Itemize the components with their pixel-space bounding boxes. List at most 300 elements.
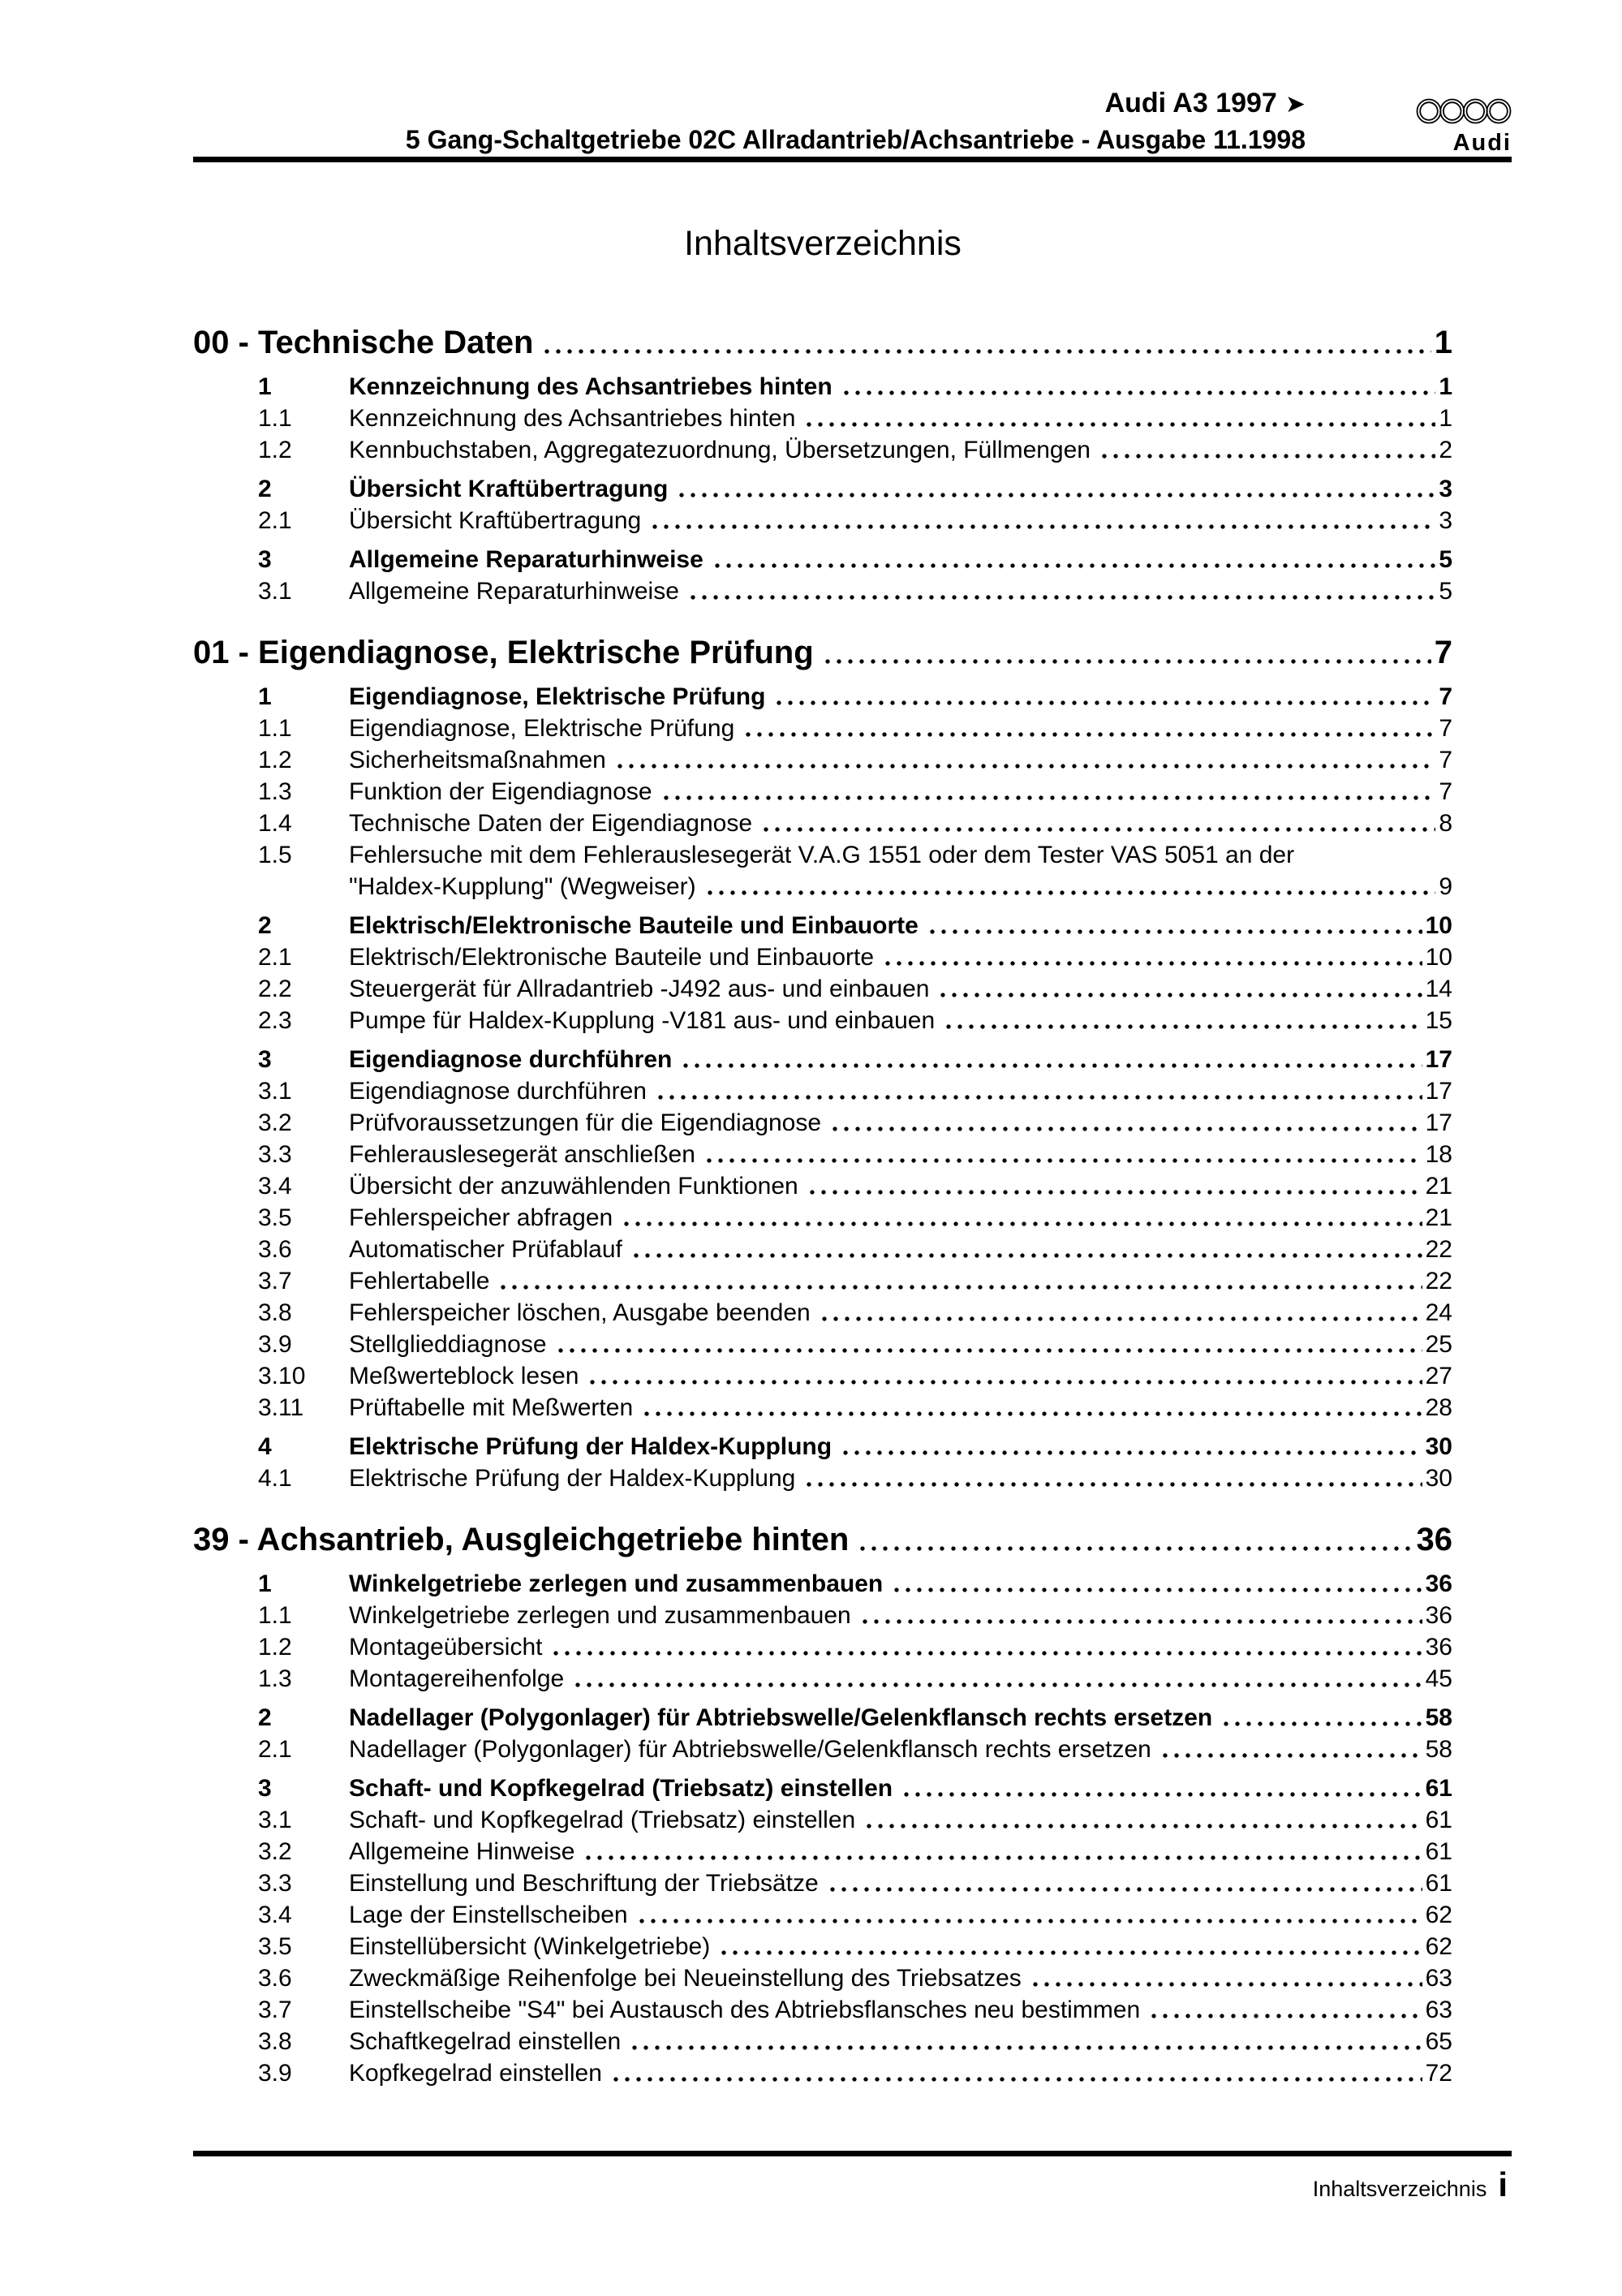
entry-body [349, 1899, 1452, 1931]
entry-title: Kennzeichnung des Achsantriebes hinten [349, 373, 833, 400]
entry-number: 3.10 [258, 1363, 306, 1389]
entry-title: Kennbuchstaben, Aggregatezuordnung, Übersetzungen, Füllmengen [349, 437, 1091, 463]
toc-entry [193, 1392, 1452, 1424]
entry-page: 3 [1439, 476, 1452, 502]
dot-leader [773, 681, 1435, 713]
entry-title: Elektrische Prüfung der Haldex-Kupplung [349, 1465, 796, 1492]
entry-page: 18 [1425, 1141, 1452, 1168]
entry-title: Einstellscheibe "S4" bei Austausch des Abtriebsflansches neu bestimmen [349, 1997, 1141, 2023]
entry-body [349, 1392, 1452, 1424]
section-heading [193, 631, 1452, 674]
toc-entry [193, 1568, 1452, 1600]
entry-body [349, 371, 1452, 403]
entry-body [349, 1962, 1452, 1994]
section-heading-text: 39 - Achsantrieb, Ausgleichgetriebe hinten [193, 1522, 850, 1557]
entry-title: Technische Daten der Eigendiagnose [349, 810, 753, 837]
entry-leader-line [349, 941, 1452, 973]
dot-leader [927, 910, 1422, 941]
section-entries [193, 681, 1452, 1494]
entry-leader-line [349, 1392, 1452, 1424]
toc-entry [193, 1804, 1452, 1836]
entry-body [349, 910, 1452, 941]
entry-leader-line [349, 1005, 1452, 1036]
toc-entry [193, 1600, 1452, 1631]
entry-title: Einstellung und Beschriftung der Triebsätze [349, 1870, 819, 1897]
entry-number: 2.1 [258, 507, 292, 534]
entry-title: Fehlerauslesegerät anschließen [349, 1141, 695, 1168]
section-heading-page: 1 [1434, 325, 1452, 360]
entry-body [349, 1773, 1452, 1804]
dot-leader [550, 1631, 1422, 1663]
entry-page: 21 [1425, 1204, 1452, 1231]
toc-entry [193, 473, 1452, 505]
entry-leader-line [349, 403, 1452, 434]
entry-leader-line [349, 1265, 1452, 1297]
entry-title: Übersicht der anzuwählenden Funktionen [349, 1173, 798, 1200]
toc-entry [193, 1931, 1452, 1962]
entry-title: Lage der Einstellscheiben [349, 1902, 628, 1928]
section-heading-page: 7 [1434, 635, 1452, 670]
entry-number: 1.3 [258, 1665, 292, 1692]
toc-entry [193, 941, 1452, 973]
entry-body [349, 544, 1452, 575]
toc-entry [193, 2026, 1452, 2057]
dot-leader [718, 1931, 1422, 1962]
dot-leader [614, 744, 1435, 776]
entry-page: 61 [1425, 1775, 1452, 1802]
toc-entry [193, 1107, 1452, 1139]
entry-page: 14 [1425, 976, 1452, 1002]
entry-body [349, 1600, 1452, 1631]
footer-page-number: i [1498, 2165, 1508, 2203]
entry-leader-line [349, 871, 1452, 902]
entry-number: 4.1 [258, 1465, 292, 1492]
entry-leader-line [349, 1631, 1452, 1663]
entry-page: 2 [1439, 437, 1452, 463]
toc-entry [193, 1234, 1452, 1265]
entry-leader-line [349, 744, 1452, 776]
entry-leader-line [349, 910, 1452, 941]
toc-entry [193, 1734, 1452, 1765]
entry-number: 3.4 [258, 1173, 292, 1200]
entry-number: 2.2 [258, 976, 292, 1002]
dot-leader [819, 1297, 1422, 1329]
entry-number: 3.1 [258, 578, 292, 605]
entry-page: 65 [1425, 2028, 1452, 2055]
entry-title: Einstellübersicht (Winkelgetriebe) [349, 1933, 711, 1960]
dot-leader [891, 1568, 1422, 1600]
toc-entry [193, 1005, 1452, 1036]
entry-body [349, 1702, 1452, 1734]
entry-title: Eigendiagnose durchführen [349, 1046, 673, 1073]
dot-leader [629, 2026, 1422, 2057]
entry-title: Fehlerspeicher löschen, Ausgabe beenden [349, 1299, 811, 1326]
entry-title: Pumpe für Haldex-Kupplung -V181 aus- und einbauen [349, 1007, 936, 1034]
toc-entry [193, 434, 1452, 466]
entry-title: Prüfvoraussetzungen für die Eigendiagnose [349, 1109, 822, 1136]
entry-page: 3 [1439, 507, 1452, 534]
entry-page: 63 [1425, 1965, 1452, 1992]
entry-number: 3.1 [258, 1078, 292, 1105]
entry-number: 3.6 [258, 1965, 292, 1992]
entry-page: 58 [1425, 1704, 1452, 1731]
entry-number: 3 [258, 1046, 272, 1073]
entry-leader-line [349, 1075, 1452, 1107]
dot-leader [829, 1107, 1422, 1139]
entry-title: Allgemeine Reparaturhinweise [349, 546, 703, 573]
entry-page: 72 [1425, 2060, 1452, 2087]
entry-body [349, 1107, 1452, 1139]
toc-entry [193, 575, 1452, 607]
toc-section [193, 631, 1452, 1494]
dot-leader [704, 871, 1436, 902]
entry-body [349, 1994, 1452, 2026]
dot-leader [937, 973, 1422, 1005]
entry-leader-line [349, 1044, 1452, 1075]
toc-entry [193, 1297, 1452, 1329]
entry-number: 2.1 [258, 1736, 292, 1763]
entry-body [349, 713, 1452, 744]
entry-page: 63 [1425, 1997, 1452, 2023]
toc-entry [193, 910, 1452, 941]
entry-page: 1 [1439, 405, 1452, 432]
entry-leader-line [349, 1702, 1452, 1734]
entry-number: 1.2 [258, 747, 292, 773]
dot-leader [1030, 1962, 1422, 1994]
entry-number: 1.4 [258, 810, 292, 837]
entry-leader-line [349, 1431, 1452, 1462]
entry-leader-line [349, 505, 1452, 536]
entry-number: 1.1 [258, 405, 292, 432]
footer-label: Inhaltsverzeichnis [1312, 2177, 1487, 2201]
entry-page: 36 [1425, 1634, 1452, 1661]
entry-body [349, 1297, 1452, 1329]
entry-leader-line [349, 1931, 1452, 1962]
entry-number: 3.5 [258, 1933, 292, 1960]
entry-body [349, 973, 1452, 1005]
toc-entry [193, 973, 1452, 1005]
entry-title: Eigendiagnose durchführen [349, 1078, 647, 1105]
toc-entry [193, 776, 1452, 808]
dot-leader [859, 1600, 1422, 1631]
entry-body [349, 1734, 1452, 1765]
entry-page: 7 [1439, 715, 1452, 742]
entry-title: Elektrische Prüfung der Haldex-Kupplung [349, 1433, 833, 1460]
entry-body [349, 681, 1452, 713]
dot-leader [655, 1075, 1422, 1107]
dot-leader [541, 321, 1431, 364]
entry-number: 1.1 [258, 715, 292, 742]
entry-body [349, 1265, 1452, 1297]
toc-entry [193, 1360, 1452, 1392]
entry-page: 61 [1425, 1838, 1452, 1865]
entry-body [349, 1836, 1452, 1867]
entry-leader-line [349, 973, 1452, 1005]
entry-leader-line [349, 544, 1452, 575]
entry-title: Schaftkegelrad einstellen [349, 2028, 622, 2055]
page-title: Inhaltsverzeichnis [684, 224, 962, 263]
entry-page: 27 [1425, 1363, 1452, 1389]
entry-number: 3 [258, 546, 272, 573]
entry-title: Meßwerteblock lesen [349, 1363, 579, 1389]
entry-title: Funktion der Eigendiagnose [349, 778, 652, 805]
entry-number: 3.7 [258, 1268, 292, 1294]
entry-number: 3.9 [258, 2060, 292, 2087]
entry-leader-line [349, 1600, 1452, 1631]
entry-number: 4 [258, 1433, 272, 1460]
dot-leader [587, 1360, 1422, 1392]
dot-leader [863, 1804, 1422, 1836]
entry-leader-line [349, 1663, 1452, 1695]
entry-body [349, 1044, 1452, 1075]
entry-body [349, 473, 1452, 505]
toc-entry [193, 1867, 1452, 1899]
entry-leader-line [349, 1297, 1452, 1329]
entry-leader-line [349, 1867, 1452, 1899]
dot-leader [1220, 1702, 1422, 1734]
entry-page: 7 [1439, 683, 1452, 710]
entry-title: Fehlertabelle [349, 1268, 490, 1294]
entry-number: 2.3 [258, 1007, 292, 1034]
entry-page: 62 [1425, 1933, 1452, 1960]
toc-entry [193, 544, 1452, 575]
section-heading-text: 00 - Technische Daten [193, 325, 534, 360]
toc-entry [193, 744, 1452, 776]
entry-leader-line [349, 473, 1452, 505]
entry-number: 1.3 [258, 778, 292, 805]
entry-body [349, 1075, 1452, 1107]
header-doc-title: 5 Gang-Schaltgetriebe 02C Allradantrieb/Achsantriebe - Ausgabe 11.1998 [405, 125, 1306, 154]
entry-title: Steuergerät für Allradantrieb -J492 aus- und einbauen [349, 976, 930, 1002]
entry-number: 3.11 [258, 1394, 304, 1421]
entry-number: 1.1 [258, 1602, 292, 1629]
entry-title: Eigendiagnose, Elektrische Prüfung [349, 715, 735, 742]
entry-number: 1 [258, 1570, 272, 1597]
entry-title: Sicherheitsmaßnahmen [349, 747, 606, 773]
dot-leader [857, 1518, 1413, 1561]
entry-title: Allgemeine Reparaturhinweise [349, 578, 679, 605]
entry-leader-line [349, 1994, 1452, 2026]
toc-entry [193, 681, 1452, 713]
dot-leader [621, 1202, 1422, 1234]
dot-leader [1148, 1994, 1422, 2026]
entry-leader-line [349, 1462, 1452, 1494]
header-model-line [193, 84, 1306, 123]
entry-page: 7 [1439, 747, 1452, 773]
toc [193, 321, 1452, 2089]
entry-body [349, 1568, 1452, 1600]
toc-entry [193, 1170, 1452, 1202]
entry-leader-line [349, 575, 1452, 607]
entry-leader-line [349, 713, 1452, 744]
entry-body [349, 1005, 1452, 1036]
page-header [193, 84, 1512, 156]
entry-body [349, 776, 1452, 808]
entry-page: 61 [1425, 1870, 1452, 1897]
entry-page: 9 [1439, 873, 1452, 900]
entry-title: Fehlerspeicher abfragen [349, 1204, 613, 1231]
entry-title: Übersicht Kraftübertragung [349, 507, 642, 534]
entry-page: 58 [1425, 1736, 1452, 1763]
dot-leader [610, 2057, 1422, 2089]
entry-body [349, 1931, 1452, 1962]
toc-section [193, 321, 1452, 607]
entry-title: Winkelgetriebe zerlegen und zusammenbauen [349, 1570, 884, 1597]
entry-body [349, 744, 1452, 776]
entry-body [349, 1170, 1452, 1202]
entry-title: Montagereihenfolge [349, 1665, 565, 1692]
entry-number: 3.6 [258, 1236, 292, 1263]
entry-leader-line [349, 1202, 1452, 1234]
entry-number: 3.2 [258, 1838, 292, 1865]
entry-number: 3.4 [258, 1902, 292, 1928]
entry-page: 5 [1439, 546, 1452, 573]
section-entries [193, 1568, 1452, 2089]
entry-body [349, 941, 1452, 973]
dot-leader [760, 808, 1435, 839]
dot-leader [712, 544, 1436, 575]
entry-number: 3.3 [258, 1870, 292, 1897]
entry-number: 3.8 [258, 2028, 292, 2055]
entry-page: 36 [1425, 1602, 1452, 1629]
arrow-right-icon: ➤ [1284, 91, 1306, 118]
footer-divider [193, 2151, 1512, 2156]
entry-body [349, 1329, 1452, 1360]
page-footer [193, 2165, 1508, 2204]
entry-body [349, 1804, 1452, 1836]
entry-body [349, 1202, 1452, 1234]
entry-body [349, 403, 1452, 434]
entry-page: 24 [1425, 1299, 1452, 1326]
entry-leader-line [349, 1734, 1452, 1765]
header-logo [1374, 94, 1512, 156]
audi-wordmark: Audi [1452, 130, 1512, 156]
entry-page: 7 [1439, 778, 1452, 805]
entry-title-line1: Fehlersuche mit dem Fehlerauslesegerät V.A.G 1551 oder dem Tester VAS 5051 an der [349, 842, 1295, 868]
dot-leader [822, 631, 1431, 674]
entry-title: Zweckmäßige Reihenfolge bei Neueinstellung des Triebsatzes [349, 1965, 1022, 1992]
toc-entry [193, 1139, 1452, 1170]
entry-page: 22 [1425, 1236, 1452, 1263]
entry-page: 10 [1425, 912, 1452, 939]
entry-title: Stellglieddiagnose [349, 1331, 547, 1358]
dot-leader [803, 1462, 1422, 1494]
entry-number: 3.9 [258, 1331, 292, 1358]
entry-leader-line [349, 2026, 1452, 2057]
dot-leader [703, 1139, 1422, 1170]
toc-entry [193, 1773, 1452, 1804]
entry-number: 3.1 [258, 1807, 292, 1833]
entry-leader-line [349, 1139, 1452, 1170]
entry-leader-line [349, 1234, 1452, 1265]
entry-leader-line [349, 1899, 1452, 1931]
entry-leader-line [349, 1568, 1452, 1600]
entry-title: Nadellager (Polygonlager) für Abtriebswelle/Gelenkflansch rechts ersetzen [349, 1704, 1213, 1731]
toc-entry [193, 1329, 1452, 1360]
toc-entry [193, 1631, 1452, 1663]
toc-entry [193, 1431, 1452, 1462]
entry-title: Übersicht Kraftübertragung [349, 476, 669, 502]
entry-title: Elektrisch/Elektronische Bauteile und Einbauorte [349, 944, 875, 971]
dot-leader [630, 1234, 1422, 1265]
entry-leader-line [349, 1360, 1452, 1392]
entry-body [349, 434, 1452, 466]
entry-leader-line [349, 1107, 1452, 1139]
toc-entry [193, 1962, 1452, 1994]
entry-page: 30 [1425, 1433, 1452, 1460]
entry-body [349, 1431, 1452, 1462]
entry-page: 21 [1425, 1173, 1452, 1200]
toc-entry [193, 1836, 1452, 1867]
dot-leader [803, 403, 1435, 434]
section-heading-page: 36 [1416, 1522, 1452, 1557]
entry-title: Eigendiagnose, Elektrische Prüfung [349, 683, 766, 710]
entry-number: 2 [258, 476, 272, 502]
dot-leader [572, 1663, 1422, 1695]
entry-leader-line [349, 681, 1452, 713]
entry-title: Schaft- und Kopfkegelrad (Triebsatz) einstellen [349, 1807, 856, 1833]
entry-leader-line [349, 371, 1452, 403]
toc-entry [193, 403, 1452, 434]
toc-entry [193, 505, 1452, 536]
entry-page: 15 [1425, 1007, 1452, 1034]
entry-title: Montageübersicht [349, 1634, 543, 1661]
entry-number: 1.5 [258, 842, 292, 868]
entry-page: 17 [1425, 1046, 1452, 1073]
entry-body [349, 1631, 1452, 1663]
toc-entry [193, 2057, 1452, 2089]
entry-title: Nadellager (Polygonlager) für Abtriebswelle/Gelenkflansch rechts ersetzen [349, 1736, 1151, 1763]
entry-leader-line [349, 1836, 1452, 1867]
entry-page: 5 [1439, 578, 1452, 605]
entry-page: 17 [1425, 1109, 1452, 1136]
entry-number: 1.2 [258, 437, 292, 463]
dot-leader [680, 1044, 1422, 1075]
entry-leader-line [349, 1962, 1452, 1994]
dot-leader [676, 473, 1435, 505]
dot-leader [841, 371, 1436, 403]
entry-page: 36 [1425, 1570, 1452, 1597]
entry-page: 10 [1425, 944, 1452, 971]
dot-leader [901, 1773, 1422, 1804]
entry-page: 8 [1439, 810, 1452, 837]
entry-number: 2 [258, 1704, 272, 1731]
entry-leader-line [349, 808, 1452, 839]
entry-page: 28 [1425, 1394, 1452, 1421]
entry-body [349, 808, 1452, 839]
entry-body [349, 1139, 1452, 1170]
entry-number: 3.2 [258, 1109, 292, 1136]
entry-number: 3 [258, 1775, 272, 1802]
dot-leader [840, 1431, 1422, 1462]
dot-leader [807, 1170, 1422, 1202]
entry-body [349, 2057, 1452, 2089]
toc-entry [193, 1899, 1452, 1931]
dot-leader [660, 776, 1436, 808]
entry-leader-line [349, 1773, 1452, 1804]
section-entries [193, 371, 1452, 607]
entry-title: Kennzeichnung des Achsantriebes hinten [349, 405, 796, 432]
entry-body [349, 1867, 1452, 1899]
entry-title: Prüftabelle mit Meßwerten [349, 1394, 634, 1421]
toc-entry [193, 1663, 1452, 1695]
dot-leader [497, 1265, 1422, 1297]
section-heading [193, 1518, 1452, 1561]
entry-page: 61 [1425, 1807, 1452, 1833]
entry-body [349, 1360, 1452, 1392]
dot-leader [1159, 1734, 1422, 1765]
entry-leader-line [349, 776, 1452, 808]
